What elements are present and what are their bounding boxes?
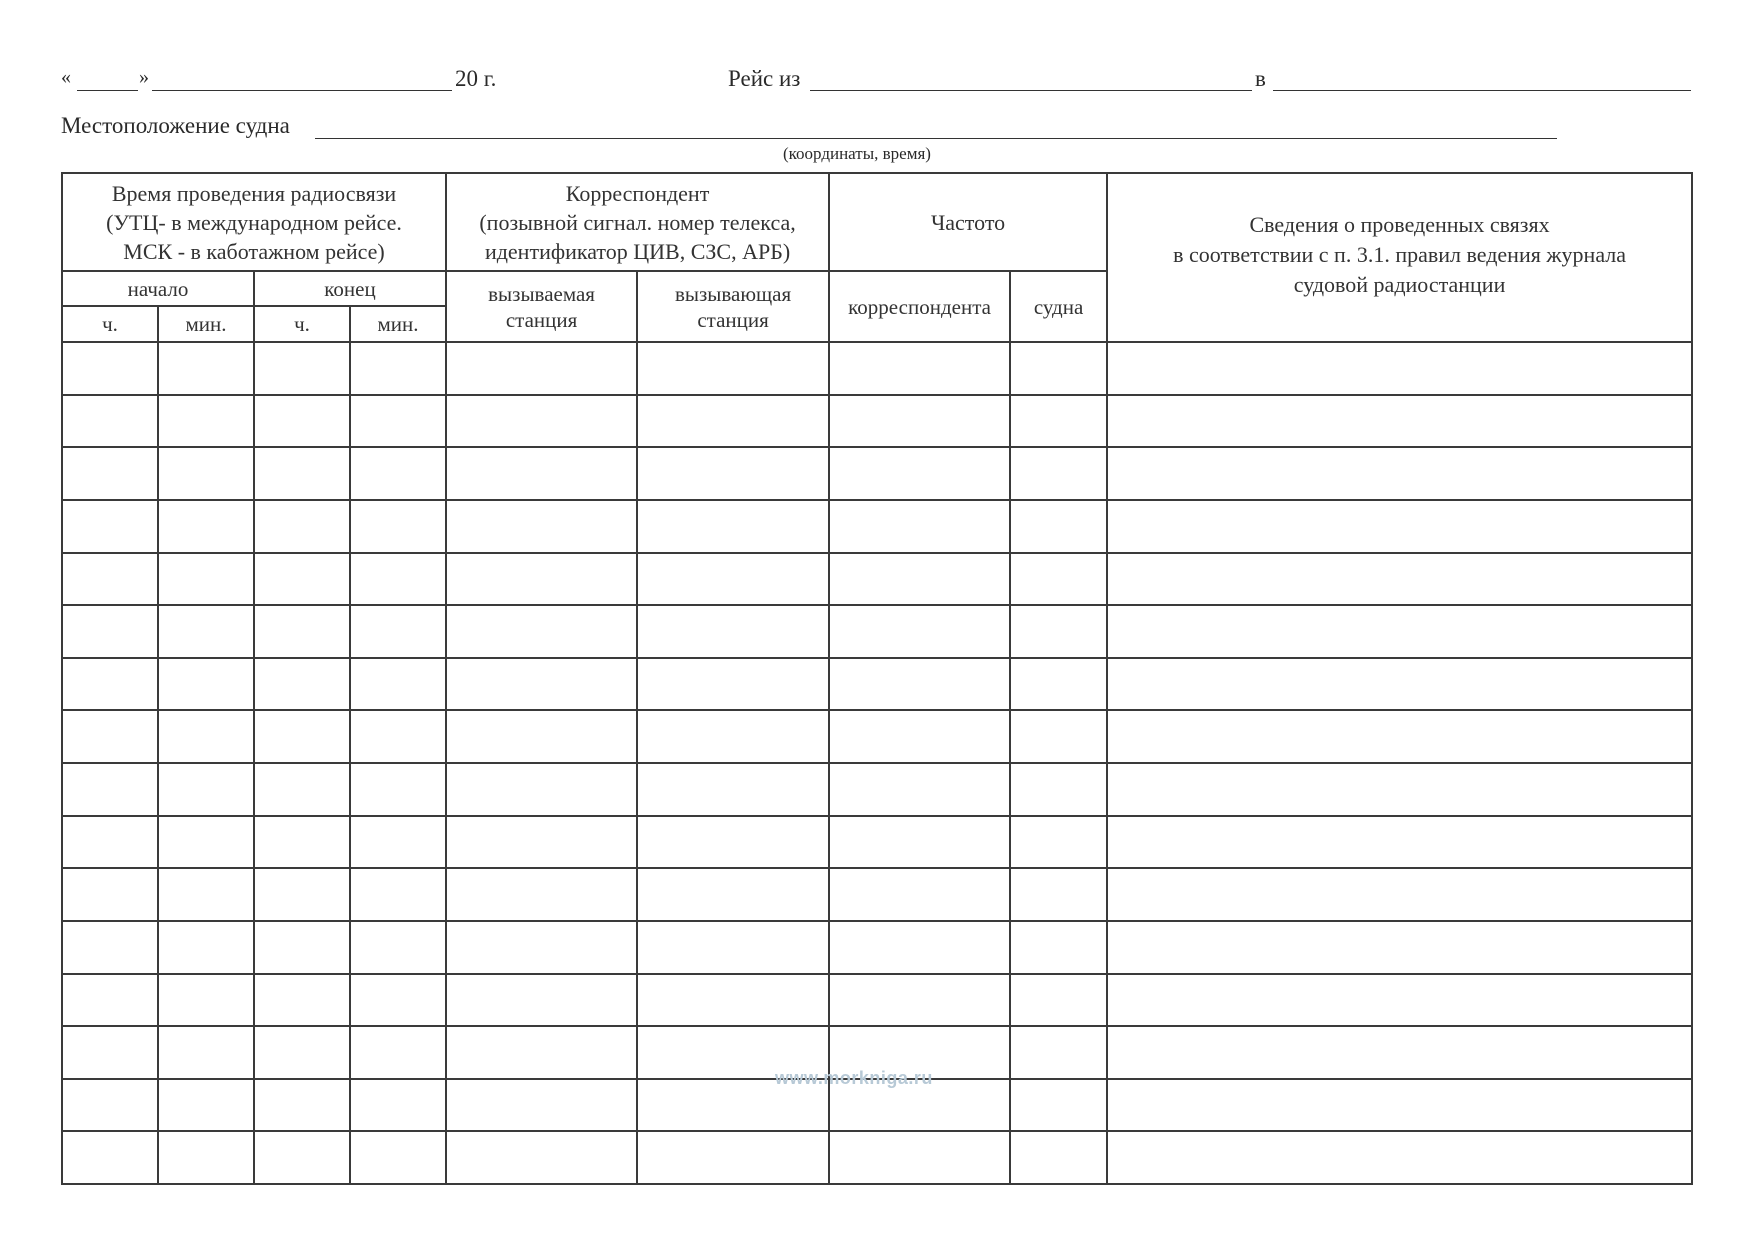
end-min-cell[interactable] — [350, 1131, 446, 1184]
freq-correspondent-cell[interactable] — [829, 763, 1010, 816]
calling-station-header: вызывающая станция — [637, 271, 829, 342]
end-min-cell[interactable] — [350, 500, 446, 553]
log-body — [62, 342, 1692, 1184]
location-label: Местоположение судна — [61, 113, 290, 138]
year-label: 20 г. — [455, 66, 497, 91]
start-min-cell[interactable] — [158, 500, 254, 553]
calling-station-cell[interactable] — [637, 763, 829, 816]
called-station-cell[interactable] — [446, 816, 637, 869]
calling-station-cell[interactable] — [637, 605, 829, 658]
date-close-quote: » — [139, 66, 149, 88]
calling-station-cell[interactable] — [637, 921, 829, 974]
called-station-cell[interactable] — [446, 710, 637, 763]
freq-ship-cell[interactable] — [1010, 395, 1107, 448]
calling-station-cell[interactable] — [637, 500, 829, 553]
voyage-from-label: Рейс из — [728, 66, 801, 91]
start-min-cell[interactable] — [158, 605, 254, 658]
log-row — [62, 868, 1692, 921]
end-min-cell[interactable] — [350, 447, 446, 500]
freq-ship-cell[interactable] — [1010, 1079, 1107, 1132]
info-cell[interactable] — [1107, 605, 1692, 658]
start-min-cell[interactable] — [158, 658, 254, 711]
freq-ship-cell[interactable] — [1010, 447, 1107, 500]
freq-ship-cell[interactable] — [1010, 816, 1107, 869]
end-min-cell[interactable] — [350, 605, 446, 658]
start-hour-cell[interactable] — [62, 658, 158, 711]
start-min-cell[interactable] — [158, 342, 254, 395]
calling-station-cell[interactable] — [637, 447, 829, 500]
end-hour-cell[interactable] — [254, 763, 350, 816]
freq-ship-cell[interactable] — [1010, 1026, 1107, 1079]
called-station-cell[interactable] — [446, 868, 637, 921]
start-hour-cell[interactable] — [62, 342, 158, 395]
freq-correspondent-cell[interactable] — [829, 868, 1010, 921]
frequency-group-header: Частото — [829, 173, 1107, 271]
watermark: www.morkniga.ru — [775, 1068, 933, 1088]
info-cell[interactable] — [1107, 1026, 1692, 1079]
end-min-cell[interactable] — [350, 1079, 446, 1132]
end-hour-cell[interactable] — [254, 816, 350, 869]
end-hour-cell[interactable] — [254, 974, 350, 1027]
freq-ship-cell[interactable] — [1010, 1131, 1107, 1184]
log-row — [62, 921, 1692, 974]
called-station-cell[interactable] — [446, 605, 637, 658]
start-hour-cell[interactable] — [62, 1026, 158, 1079]
info-cell[interactable] — [1107, 710, 1692, 763]
end-min-cell[interactable] — [350, 921, 446, 974]
calling-station-cell[interactable] — [637, 710, 829, 763]
start-hour-cell[interactable] — [62, 816, 158, 869]
end-min-cell[interactable] — [350, 868, 446, 921]
calling-station-cell[interactable] — [637, 816, 829, 869]
called-station-cell[interactable] — [446, 763, 637, 816]
start-min-cell[interactable] — [158, 1026, 254, 1079]
start-min-cell[interactable] — [158, 816, 254, 869]
log-row — [62, 816, 1692, 869]
calling-station-cell[interactable] — [637, 868, 829, 921]
log-row — [62, 763, 1692, 816]
called-station-cell[interactable] — [446, 658, 637, 711]
log-row — [62, 447, 1692, 500]
date-open-quote: « — [61, 66, 71, 88]
voyage-to-field[interactable] — [1273, 90, 1691, 91]
end-hour-cell[interactable] — [254, 605, 350, 658]
called-station-cell[interactable] — [446, 500, 637, 553]
voyage-from-field[interactable] — [810, 90, 1252, 91]
end-min-cell[interactable] — [350, 816, 446, 869]
log-row — [62, 395, 1692, 448]
info-cell[interactable] — [1107, 395, 1692, 448]
start-hour-cell[interactable] — [62, 921, 158, 974]
start-hour-cell[interactable] — [62, 1079, 158, 1132]
end-hour-header: ч. — [254, 306, 350, 342]
calling-station-cell[interactable] — [637, 974, 829, 1027]
end-min-cell[interactable] — [350, 395, 446, 448]
info-cell[interactable] — [1107, 553, 1692, 606]
end-hour-cell[interactable] — [254, 447, 350, 500]
info-cell[interactable] — [1107, 921, 1692, 974]
freq-correspondent-cell[interactable] — [829, 816, 1010, 869]
header-row-1 — [62, 173, 1692, 271]
end-hour-cell[interactable] — [254, 553, 350, 606]
log-row — [62, 500, 1692, 553]
start-hour-cell[interactable] — [62, 763, 158, 816]
called-station-cell[interactable] — [446, 974, 637, 1027]
log-row — [62, 605, 1692, 658]
location-field[interactable] — [315, 138, 1557, 139]
start-min-cell[interactable] — [158, 868, 254, 921]
freq-ship-cell[interactable] — [1010, 921, 1107, 974]
start-hour-cell[interactable] — [62, 605, 158, 658]
end-hour-cell[interactable] — [254, 395, 350, 448]
freq-correspondent-header: корреспондента — [829, 271, 1010, 342]
freq-correspondent-cell[interactable] — [829, 553, 1010, 606]
start-min-header: мин. — [158, 306, 254, 342]
freq-correspondent-cell[interactable] — [829, 974, 1010, 1027]
end-min-cell[interactable] — [350, 974, 446, 1027]
start-min-cell[interactable] — [158, 1131, 254, 1184]
end-header: конец — [254, 271, 446, 306]
freq-ship-cell[interactable] — [1010, 710, 1107, 763]
info-group-header: Сведения о проведенных связях в соответствии с п. 3.1. правил ведения журнала судовой радиостанции — [1107, 173, 1692, 342]
correspondent-group-header: Корреспондент (позывной сигнал. номер телекса, идентификатор ЦИВ, СЗС, АРБ) — [446, 173, 829, 271]
info-cell[interactable] — [1107, 1131, 1692, 1184]
end-min-cell[interactable] — [350, 553, 446, 606]
start-hour-cell[interactable] — [62, 868, 158, 921]
start-hour-cell[interactable] — [62, 710, 158, 763]
freq-ship-cell[interactable] — [1010, 500, 1107, 553]
start-min-cell[interactable] — [158, 395, 254, 448]
called-station-header: вызываемая станция — [446, 271, 637, 342]
end-hour-cell[interactable] — [254, 1131, 350, 1184]
called-station-cell[interactable] — [446, 447, 637, 500]
called-station-cell[interactable] — [446, 921, 637, 974]
calling-station-cell[interactable] — [637, 1131, 829, 1184]
end-hour-cell[interactable] — [254, 868, 350, 921]
date-month-field[interactable] — [152, 90, 452, 91]
freq-correspondent-cell[interactable] — [829, 342, 1010, 395]
log-row — [62, 553, 1692, 606]
called-station-cell[interactable] — [446, 553, 637, 606]
info-cell[interactable] — [1107, 816, 1692, 869]
calling-station-cell[interactable] — [637, 553, 829, 606]
freq-ship-cell[interactable] — [1010, 658, 1107, 711]
radio-log-table — [61, 172, 1693, 1185]
end-hour-cell[interactable] — [254, 342, 350, 395]
location-hint: (координаты, время) — [783, 144, 931, 163]
freq-ship-cell[interactable] — [1010, 868, 1107, 921]
start-min-cell[interactable] — [158, 553, 254, 606]
freq-correspondent-cell[interactable] — [829, 1131, 1010, 1184]
info-cell[interactable] — [1107, 974, 1692, 1027]
info-cell[interactable] — [1107, 763, 1692, 816]
start-hour-cell[interactable] — [62, 1131, 158, 1184]
info-cell[interactable] — [1107, 658, 1692, 711]
called-station-cell[interactable] — [446, 1079, 637, 1132]
freq-correspondent-cell[interactable] — [829, 605, 1010, 658]
freq-ship-header: судна — [1010, 271, 1107, 342]
called-station-cell[interactable] — [446, 1131, 637, 1184]
freq-correspondent-cell[interactable] — [829, 710, 1010, 763]
start-min-cell[interactable] — [158, 921, 254, 974]
time-group-header: Время проведения радиосвязи (УТЦ- в международном рейсе. МСК - в каботажном рейсе) — [62, 173, 446, 271]
end-min-cell[interactable] — [350, 658, 446, 711]
called-station-cell[interactable] — [446, 1026, 637, 1079]
start-hour-cell[interactable] — [62, 553, 158, 606]
log-row — [62, 974, 1692, 1027]
freq-ship-cell[interactable] — [1010, 974, 1107, 1027]
voyage-to-label: в — [1255, 66, 1266, 91]
freq-correspondent-cell[interactable] — [829, 500, 1010, 553]
freq-ship-cell[interactable] — [1010, 553, 1107, 606]
start-hour-cell[interactable] — [62, 974, 158, 1027]
end-min-cell[interactable] — [350, 763, 446, 816]
log-row — [62, 710, 1692, 763]
info-cell[interactable] — [1107, 500, 1692, 553]
info-cell[interactable] — [1107, 868, 1692, 921]
info-cell[interactable] — [1107, 447, 1692, 500]
end-hour-cell[interactable] — [254, 1079, 350, 1132]
end-min-cell[interactable] — [350, 342, 446, 395]
start-hour-cell[interactable] — [62, 395, 158, 448]
calling-station-cell[interactable] — [637, 658, 829, 711]
freq-correspondent-cell[interactable] — [829, 921, 1010, 974]
freq-ship-cell[interactable] — [1010, 342, 1107, 395]
start-min-cell[interactable] — [158, 974, 254, 1027]
start-min-cell[interactable] — [158, 447, 254, 500]
start-hour-header: ч. — [62, 306, 158, 342]
calling-station-cell[interactable] — [637, 395, 829, 448]
start-hour-cell[interactable] — [62, 447, 158, 500]
called-station-cell[interactable] — [446, 395, 637, 448]
freq-correspondent-cell[interactable] — [829, 395, 1010, 448]
start-header: начало — [62, 271, 254, 306]
end-hour-cell[interactable] — [254, 658, 350, 711]
calling-station-cell[interactable] — [637, 342, 829, 395]
freq-ship-cell[interactable] — [1010, 605, 1107, 658]
end-hour-cell[interactable] — [254, 500, 350, 553]
end-min-header: мин. — [350, 306, 446, 342]
log-row — [62, 658, 1692, 711]
end-min-cell[interactable] — [350, 710, 446, 763]
freq-correspondent-cell[interactable] — [829, 447, 1010, 500]
log-row — [62, 1131, 1692, 1184]
info-cell[interactable] — [1107, 342, 1692, 395]
start-min-cell[interactable] — [158, 763, 254, 816]
log-row — [62, 342, 1692, 395]
end-hour-cell[interactable] — [254, 710, 350, 763]
end-hour-cell[interactable] — [254, 921, 350, 974]
freq-correspondent-cell[interactable] — [829, 658, 1010, 711]
start-min-cell[interactable] — [158, 1079, 254, 1132]
end-hour-cell[interactable] — [254, 1026, 350, 1079]
end-min-cell[interactable] — [350, 1026, 446, 1079]
date-day-field[interactable] — [77, 90, 138, 91]
called-station-cell[interactable] — [446, 342, 637, 395]
info-cell[interactable] — [1107, 1079, 1692, 1132]
freq-ship-cell[interactable] — [1010, 763, 1107, 816]
start-hour-cell[interactable] — [62, 500, 158, 553]
start-min-cell[interactable] — [158, 710, 254, 763]
